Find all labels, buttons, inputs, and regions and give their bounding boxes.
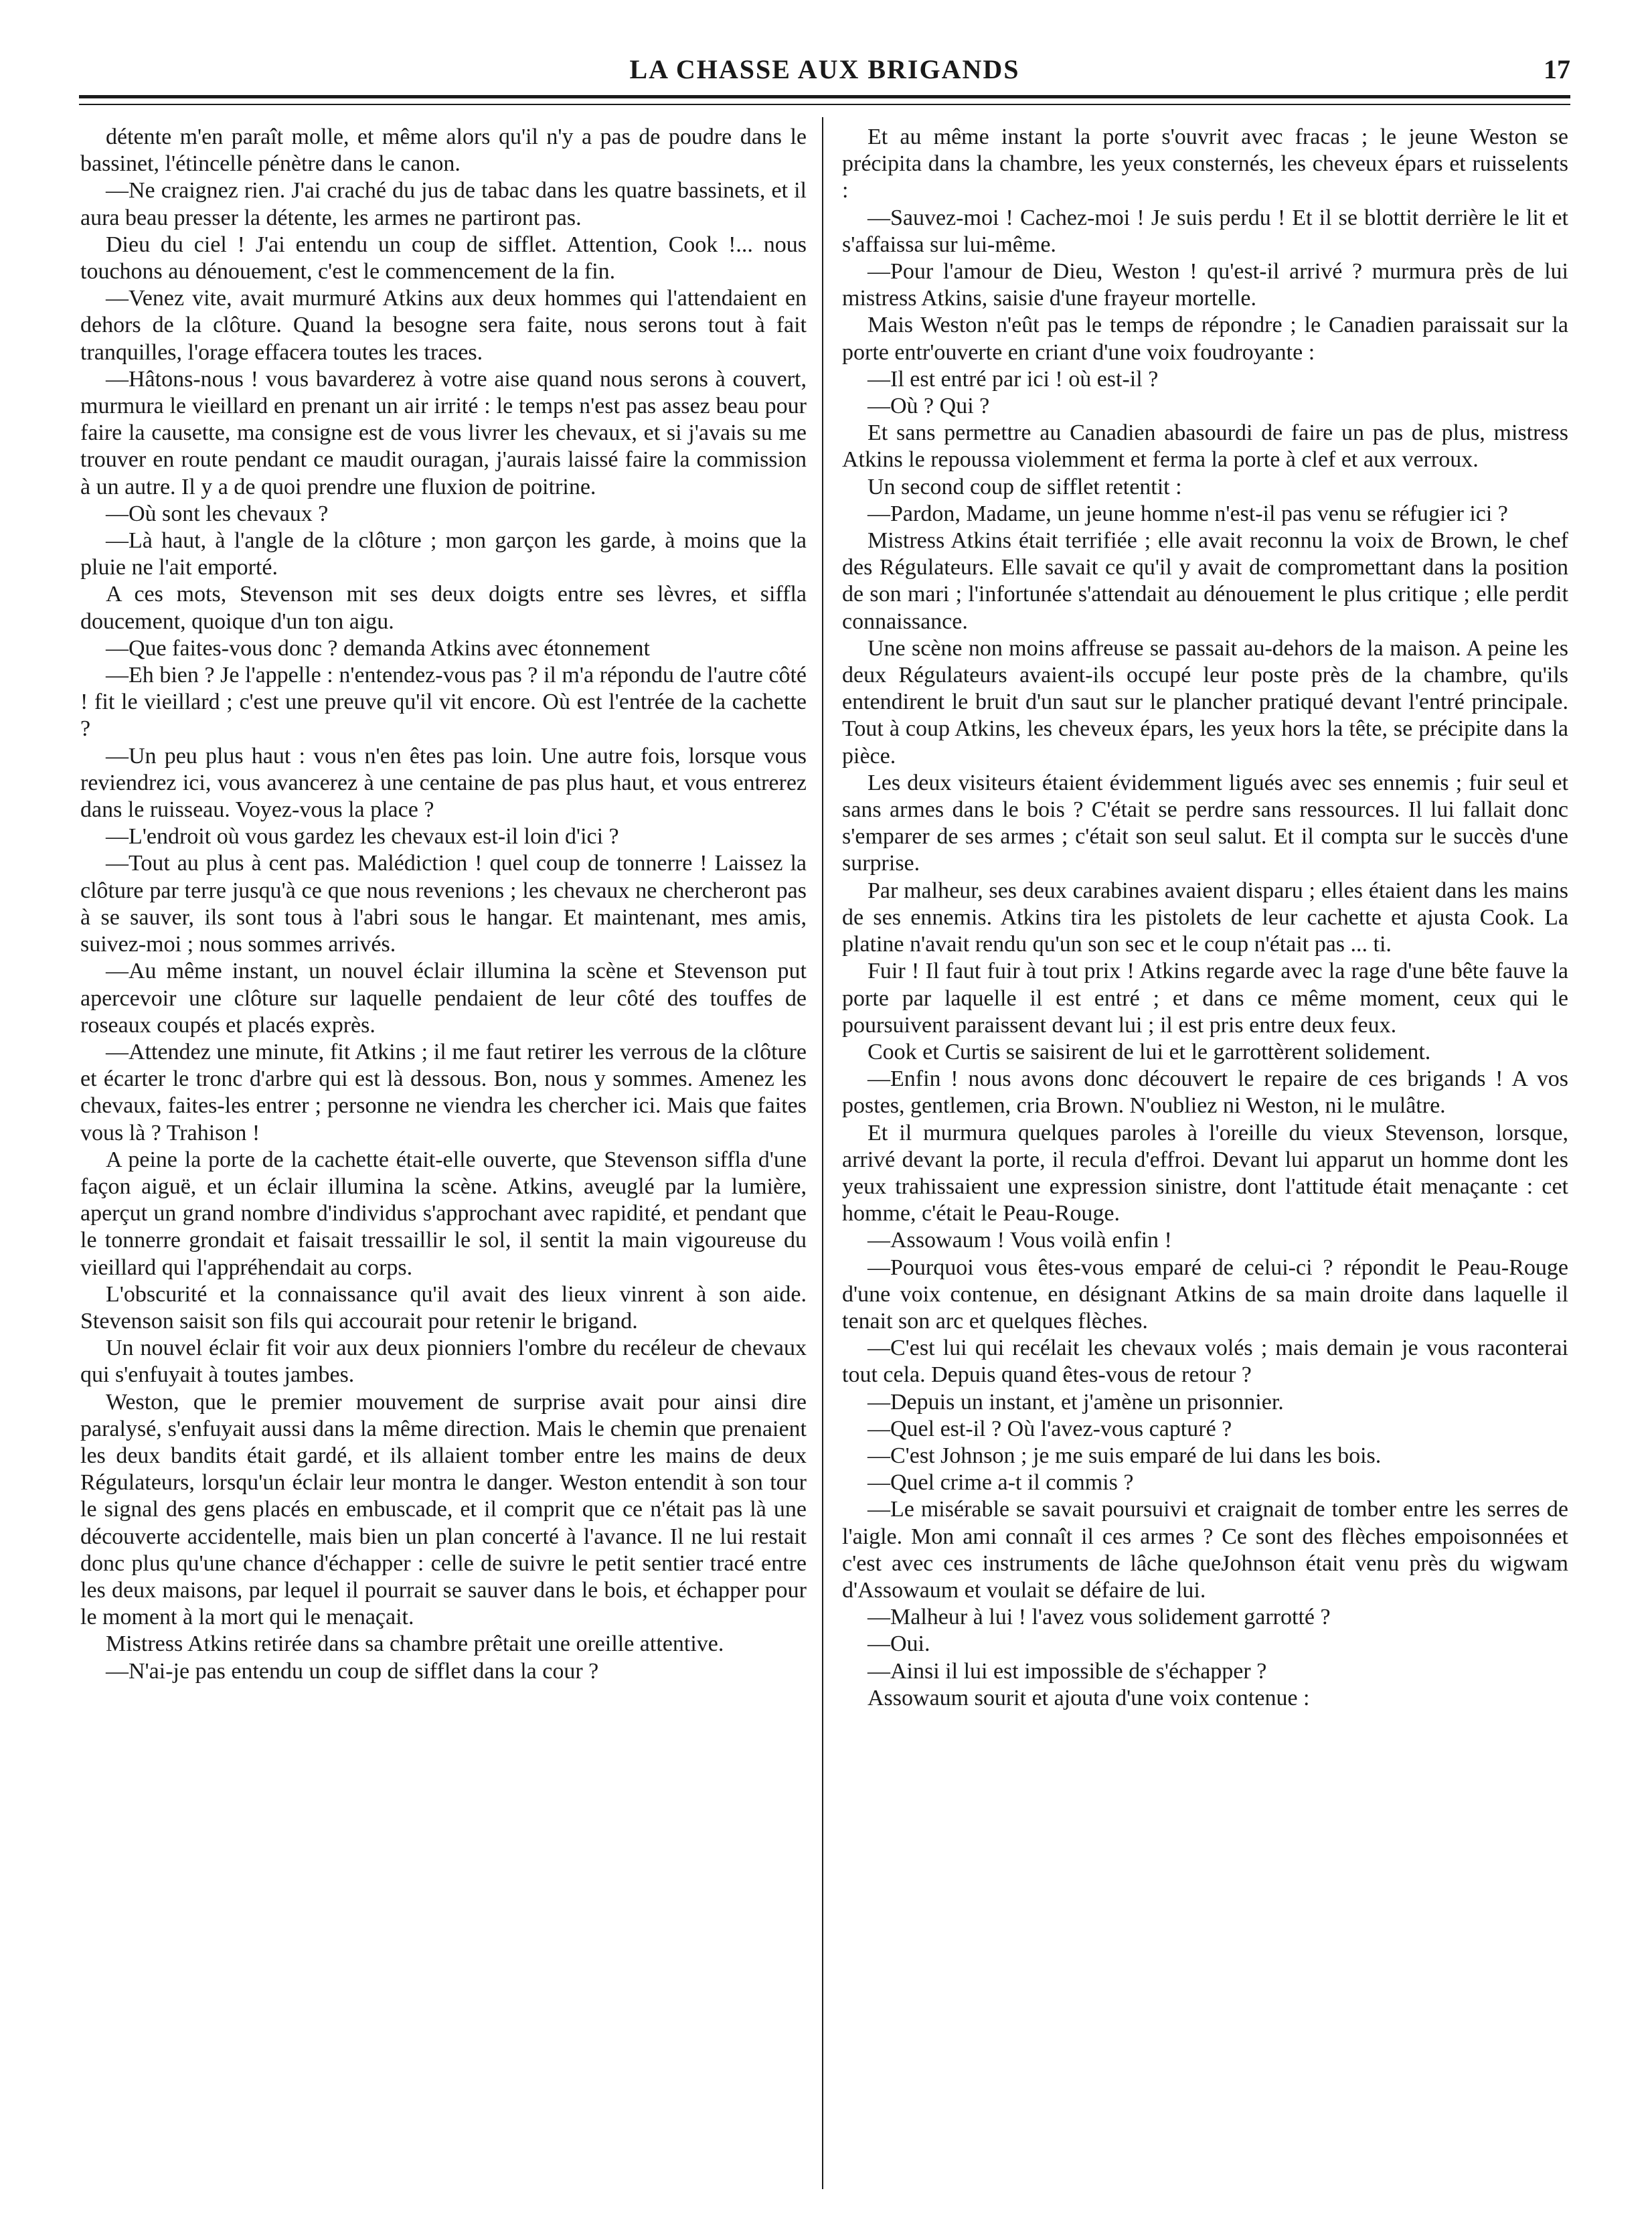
paragraph: Une scène non moins affreuse se passait au-dehors de la maison. A peine les deux Régulateurs avaient-ils occupé leur poste près de la chambre, qu'ils entendirent le bruit d'un saut sur le plancher pratiqué devant l'entré principale. Tout à coup Atkins, les cheveux épars, les yeux hors la tête, se précipite dans la pièce. xyxy=(842,635,1568,769)
paragraph: —Depuis un instant, et j'amène un prisonnier. xyxy=(868,1389,1284,1415)
paragraph: Et sans permettre au Canadien abasourdi de faire un pas de plus, mistress Atkins le repoussa violemment et ferma la porte à clef et aux verroux. xyxy=(842,420,1568,473)
header-rule-thin xyxy=(79,104,1570,105)
paragraph: —Au même instant, un nouvel éclair illumina la scène et Stevenson put apercevoir une clôture sur laquelle pendaient de leur côté des touffes de roseaux coupés et placés exprès. xyxy=(80,959,807,1038)
paragraph: —Pour l'amour de Dieu, Weston ! qu'est-il arrivé ? murmura près de lui mistress Atkins, saisie d'une frayeur mortelle. xyxy=(842,259,1568,311)
paragraph: —Hâtons-nous ! vous bavarderez à votre aise quand nous serons à couvert, murmura le vieillard en prenant un air irrité : le temps n'est pas assez beau pour faire la causette, ma consigne est de vous livrer les chevaux, et si j'avais su me trouver en route pendant ce maudit ouragan, j'aurais laissé faire la commission à un autre. Il y a de quoi prendre une fluxion de poitrine. xyxy=(80,366,807,499)
paragraph: —Le misérable se savait poursuivi et craignait de tomber entre les serres de l'aigle. Mon ami connaît il ces armes ? Ce sont des flèches empoisonnées et c'est avec ces instruments de lâche queJohnson était venu près du wigwam d'Assowaum et voulait se défaire de lui. xyxy=(842,1497,1568,1603)
paragraph: —Un peu plus haut : vous n'en êtes pas loin. Une autre fois, lorsque vous reviendrez ici, vous avancerez à une centaine de pas plus haut, et vous entrerez dans le ruisseau. Voyez-vous la place ? xyxy=(80,743,807,823)
paragraph: —Sauvez-moi ! Cachez-moi ! Je suis perdu ! Et il se blottit derrière le lit et s'affaissa sur lui-même. xyxy=(842,205,1568,257)
paragraph: Mistress Atkins retirée dans sa chambre prêtait une oreille attentive. xyxy=(106,1631,724,1657)
paragraph: —Tout au plus à cent pas. Malédiction ! quel coup de tonnerre ! Laissez la clôture par terre jusqu'à ce que nous revenions ; les chevaux ne chercheront pas à se sauver, ils sont tous à l'abri sous le hangar. Et maintenant, mes amis, suivez-moi ; nous sommes arrivés. xyxy=(80,851,807,957)
paragraph: Et il murmura quelques paroles à l'oreille du vieux Stevenson, lorsque, arrivé devant la porte, il recula d'effroi. Devant lui apparut un homme dont les yeux trahissaient une expression sinistre, dont l'attitude était menaçante : cet homme, c'était le Peau-Rouge. xyxy=(842,1120,1568,1226)
paragraph: A ces mots, Stevenson mit ses deux doigts entre ses lèvres, et siffla doucement, quoique d'un ton aigu. xyxy=(80,582,807,634)
paragraph: Mais Weston n'eût pas le temps de répondre ; le Canadien paraissait sur la porte entr'ouverte en criant d'une voix foudroyante : xyxy=(842,313,1568,365)
paragraph: —C'est Johnson ; je me suis emparé de lui dans les bois. xyxy=(868,1443,1382,1468)
paragraph: Et au même instant la porte s'ouvrit avec fracas ; le jeune Weston se précipita dans la chambre, les yeux consternés, les cheveux épars et ruisselents : xyxy=(842,125,1568,204)
paragraph: —Pardon, Madame, un jeune homme n'est-il pas venu se réfugier ici ? xyxy=(868,501,1508,526)
paragraph: —Assowaum ! Vous voilà enfin ! xyxy=(868,1228,1172,1253)
paragraph: L'obscurité et la connaissance qu'il avait des lieux vinrent à son aide. Stevenson saisit son fils qui accourait pour retenir le brigand. xyxy=(80,1281,807,1334)
paragraph: détente m'en paraît molle, et même alors qu'il n'y a pas de poudre dans le bassinet, l'étincelle pénètre dans le canon. xyxy=(80,125,807,177)
paragraph: —Pourquoi vous êtes-vous emparé de celui-ci ? répondit le Peau-Rouge d'une voix contenue, en désignant Atkins de sa main droite dans laquelle il tenait son arc et quelques flèches. xyxy=(842,1255,1568,1334)
page-number: 17 xyxy=(1544,54,1570,84)
paragraph: —Eh bien ? Je l'appelle : n'entendez-vous pas ? il m'a répondu de l'autre côté ! fit le vieillard ; c'est une preuve qu'il vit encore. Où est l'entrée de la cachette ? xyxy=(80,663,807,742)
paragraph: —Enfin ! nous avons donc découvert le repaire de ces brigands ! A vos postes, gentlemen, cria Brown. N'oubliez ni Weston, ni le mulâtre. xyxy=(842,1066,1568,1119)
paragraph: Assowaum sourit et ajouta d'une voix contenue : xyxy=(868,1685,1310,1710)
paragraph: Cook et Curtis se saisirent de lui et le garrottèrent solidement. xyxy=(868,1039,1431,1064)
paragraph: Dieu du ciel ! J'ai entendu un coup de sifflet. Attention, Cook !... nous touchons au dénouement, c'est le commencement de la fin. xyxy=(80,232,807,285)
paragraph: —Où sont les chevaux ? xyxy=(106,501,329,526)
paragraph: —Là haut, à l'angle de la clôture ; mon garçon les garde, à moins que la pluie ne l'ait emporté. xyxy=(80,528,807,580)
right-column xyxy=(842,124,1568,2192)
paragraph: —Quel crime a-t il commis ? xyxy=(868,1470,1134,1496)
paragraph: —Malheur à lui ! l'avez vous solidement garrotté ? xyxy=(868,1605,1331,1630)
page-header xyxy=(79,54,1570,96)
paragraph: A peine la porte de la cachette était-elle ouverte, que Stevenson siffla d'une façon aiguë, et un éclair illumina la scène. Atkins, aveuglé par la lumière, aperçut un grand nombre d'individus s'approchant avec rapidité, et pendant que le tonnerre grondait et faisait tressaillir le sol, il sentit la main vigoureuse du vieillard qui l'appréhendait au corps. xyxy=(80,1147,807,1280)
paragraph: Un second coup de sifflet retentit : xyxy=(868,474,1182,499)
paragraph: —Quel est-il ? Où l'avez-vous capturé ? xyxy=(868,1416,1232,1441)
header-rule-thick xyxy=(79,95,1570,98)
paragraph: —Que faites-vous donc ? demanda Atkins avec étonnement xyxy=(106,635,650,661)
left-column xyxy=(80,124,807,2192)
paragraph: —L'endroit où vous gardez les chevaux est-il loin d'ici ? xyxy=(106,824,619,850)
paragraph: —N'ai-je pas entendu un coup de sifflet dans la cour ? xyxy=(106,1658,599,1684)
paragraph: —Il est entré par ici ! où est-il ? xyxy=(868,366,1159,392)
paragraph: Weston, que le premier mouvement de surprise avait pour ainsi dire paralysé, s'enfuyait aussi dans la même direction. Mais le chemin que prenaient les deux bandits était gardé, et ils allaient tomber entre les mains de deux Régulateurs, lorsqu'un éclair leur montra le danger. Weston entendit à son tour le signal des gens placés en embuscade, et il comprit que ce n'était pas là une découverte accidentelle, mais bien un plan concerté à l'avance. Il ne lui restait donc plus qu'une chance d'échapper : celle de suivre le petit sentier tracé entre les deux maisons, par lequel il pourrait se sauver dans le bois, et échapper pour le moment à la mort qui le menaçait. xyxy=(80,1389,807,1630)
paragraph: Fuir ! Il faut fuir à tout prix ! Atkins regarde avec la rage d'une bête fauve la porte par laquelle il est entré ; et dans ce même moment, ceux qui le poursuivent paraissent devant lui ; il est pris entre deux feux. xyxy=(842,959,1568,1038)
paragraph: Par malheur, ses deux carabines avaient disparu ; elles étaient dans les mains de ses ennemis. Atkins tira les pistolets de leur cachette et ajusta Cook. La platine n'avait rendu qu'un son sec et le coup n'était pas ... ti. xyxy=(842,878,1568,957)
column-divider xyxy=(822,117,823,2189)
paragraph: —Ainsi il lui est impossible de s'échapper ? xyxy=(868,1658,1267,1684)
paragraph: Mistress Atkins était terrifiée ; elle avait reconnu la voix de Brown, le chef des Régulateurs. Elle savait ce qu'il y avait de compromettant dans la position de son mari ; l'infortunée s'attendait au dénouement le plus critique ; elle perdit connaissance. xyxy=(842,528,1568,634)
paragraph: —Venez vite, avait murmuré Atkins aux deux hommes qui l'attendaient en dehors de la clôture. Quand la besogne sera faite, nous serons tout à fait tranquilles, l'orage effacera toutes les traces. xyxy=(80,286,807,365)
paragraph: —Où ? Qui ? xyxy=(868,394,990,419)
paragraph: —Oui. xyxy=(868,1631,930,1657)
running-title: LA CHASSE AUX BRIGANDS xyxy=(629,54,1020,84)
paragraph: —Ne craignez rien. J'ai craché du jus de tabac dans les quatre bassinets, et il aura beau presser la détente, les armes ne partiront pas. xyxy=(80,178,807,230)
paragraph: —Attendez une minute, fit Atkins ; il me faut retirer les verrous de la clôture et écarter le tronc d'arbre qui est là dessous. Bon, nous y sommes. Amenez les chevaux, faites-les entrer ; personne ne viendra les chercher ici. Mais que faites vous là ? Trahison ! xyxy=(80,1039,807,1145)
paragraph: —C'est lui qui recélait les chevaux volés ; mais demain je vous raconterai tout cela. Depuis quand êtes-vous de retour ? xyxy=(842,1336,1568,1388)
paragraph: Les deux visiteurs étaient évidemment ligués avec ses ennemis ; fuir seul et sans armes dans le bois ? C'était se perdre sans ressources. Il lui fallait donc s'emparer de ses armes ; c'était son seul salut. Et il compta sur le succès d'une surprise. xyxy=(842,770,1568,876)
paragraph: Un nouvel éclair fit voir aux deux pionniers l'ombre du recéleur de chevaux qui s'enfuyait à toutes jambes. xyxy=(80,1336,807,1388)
